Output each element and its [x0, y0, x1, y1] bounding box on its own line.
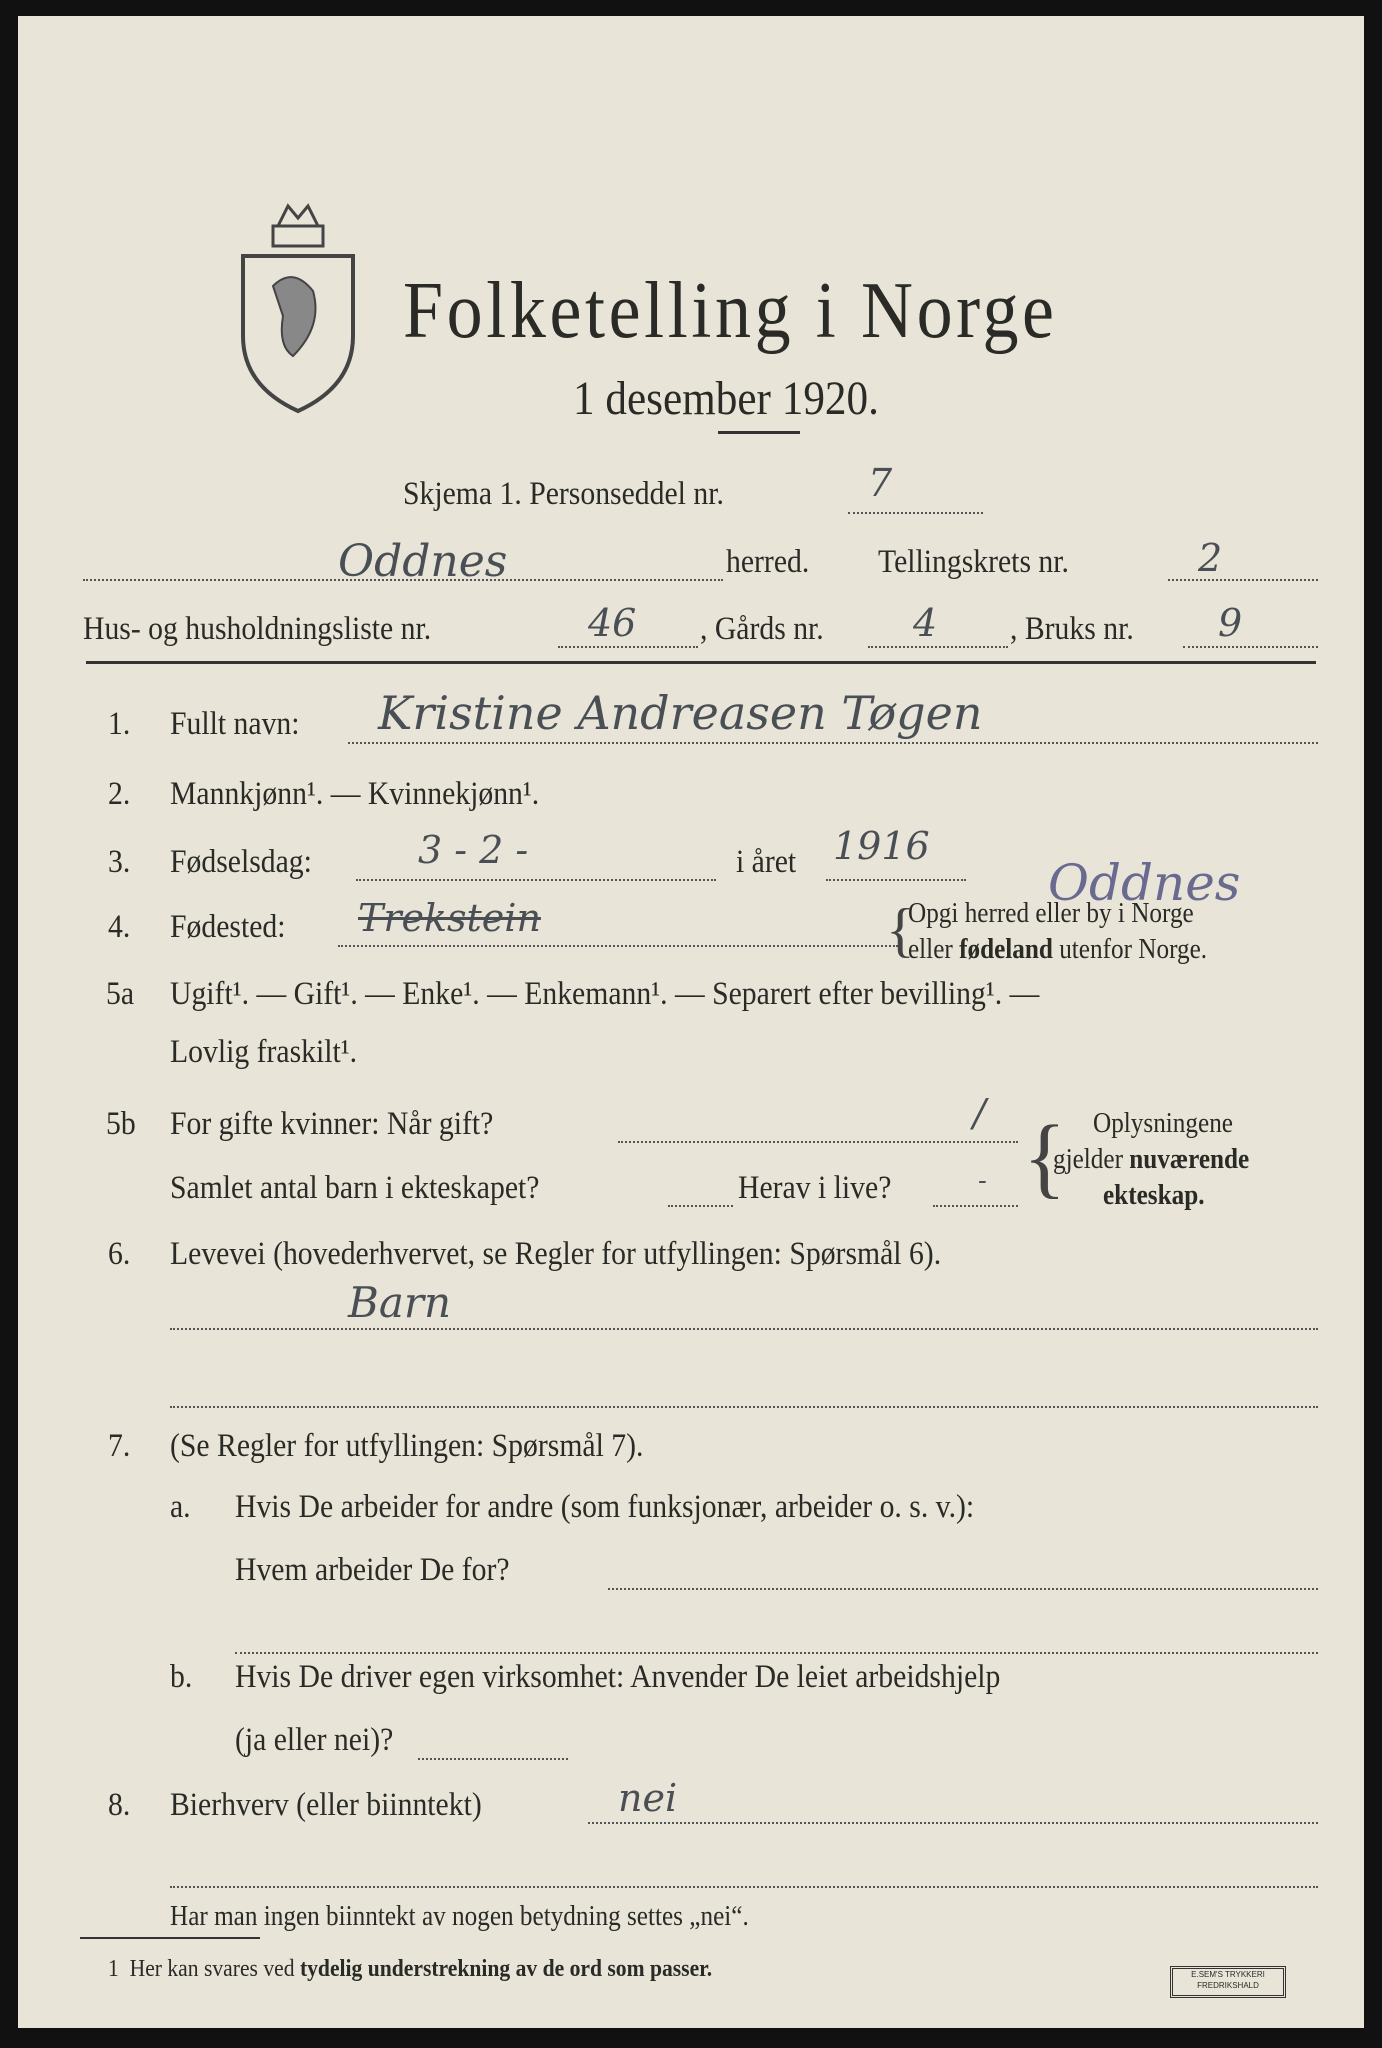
birthdate-field[interactable] [356, 879, 716, 881]
alive-field[interactable] [933, 1205, 1018, 1207]
q4-label: Fødested: [170, 909, 286, 945]
hired-help-field[interactable] [418, 1758, 568, 1760]
hired-help-label: (ja eller nei)? [235, 1722, 394, 1758]
alive-value: - [978, 1166, 987, 1196]
personseddel-field[interactable] [848, 512, 983, 514]
birthplace-correction: Oddnes [1048, 854, 1241, 912]
marriage-note-2: gjelder nuværende [1053, 1144, 1250, 1175]
q6-label: Levevei (hovederhvervet, se Regler for utfyllingen: Spørsmål 6). [170, 1236, 942, 1272]
bruks-field[interactable] [1183, 646, 1318, 648]
q1-number: 1. [108, 706, 131, 742]
husholdningsliste-label: Hus- og husholdningsliste nr. [83, 611, 432, 647]
census-date: 1 desember 1920. [573, 372, 879, 425]
coat-of-arms-icon [233, 196, 363, 416]
year-label: i året [736, 844, 797, 880]
brace: { [1023, 1108, 1067, 1207]
occupation-field[interactable] [170, 1328, 1318, 1330]
personseddel-value: 7 [868, 461, 893, 505]
marriage-note-3: ekteskap. [1103, 1180, 1205, 1211]
birthdate-value: 3 - 2 - [418, 828, 529, 872]
herred-label: herred. [726, 544, 810, 580]
census-form [18, 16, 1364, 2028]
side-income-field-2[interactable] [170, 1886, 1318, 1888]
q5b-number: 5b [106, 1106, 136, 1142]
q7b-label: Hvis De driver egen virksomhet: Anvender De leiet arbeidshjelp [235, 1659, 1001, 1695]
q8-label: Bierhverv (eller biinntekt) [170, 1787, 482, 1823]
q7a-number: a. [170, 1489, 191, 1525]
occupation-value: Barn [348, 1278, 452, 1327]
footnote: 1 Her kan svares ved tydelig understrekning av de ord som passer. [108, 1956, 713, 1982]
bruks-value: 9 [1218, 601, 1243, 645]
side-income-field[interactable] [588, 1822, 1318, 1824]
married-date-field[interactable] [618, 1141, 1018, 1143]
gards-value: 4 [913, 601, 938, 645]
q6-number: 6. [108, 1236, 131, 1272]
husholdningsliste-value: 46 [588, 601, 637, 645]
tellingskrets-label: Tellingskrets nr. [878, 544, 1069, 580]
q8-number: 8. [108, 1787, 131, 1823]
printer-stamp: E.SEM'S TRYKKERI FREDRIKSHALD [1170, 1966, 1286, 1998]
children-label: Samlet antal barn i ekteskapet? [170, 1170, 540, 1206]
birth-year-value: 1916 [833, 824, 930, 868]
birth-year-field[interactable] [826, 879, 966, 881]
q5a-label: Ugift¹. — Gift¹. — Enke¹. — Enkemann¹. — Separert efter bevilling¹. — [170, 976, 1040, 1012]
alive-label: Herav i live? [738, 1170, 892, 1206]
employer-field-2[interactable] [235, 1652, 1318, 1654]
marriage-note-1: Oplysningene [1093, 1108, 1233, 1139]
birthplace-field[interactable] [338, 945, 898, 947]
q1-label: Fullt navn: [170, 706, 300, 742]
employer-label: Hvem arbeider De for? [235, 1552, 510, 1588]
married-date-value: / [973, 1091, 986, 1135]
full-name-value: Kristine Andreasen Tøgen [378, 686, 983, 740]
gards-field[interactable] [868, 646, 1008, 648]
q7b-number: b. [170, 1659, 193, 1695]
form-title: Folketelling i Norge [403, 267, 1058, 355]
q7-number: 7. [108, 1428, 131, 1464]
birthplace-value: Trekstein [358, 896, 541, 940]
skjema-label: Skjema 1. Personseddel nr. [403, 476, 724, 512]
footnote-divider [80, 1937, 260, 1939]
q2-label: Mannkjønn¹. — Kvinnekjønn¹. [170, 776, 540, 812]
q5a-number: 5a [106, 976, 135, 1012]
q5b-label: For gifte kvinner: Når gift? [170, 1106, 494, 1142]
herred-value: Oddnes [338, 536, 508, 587]
gards-label: , Gårds nr. [700, 611, 824, 647]
section-divider [86, 661, 1316, 664]
q3-number: 3. [108, 844, 131, 880]
full-name-field[interactable] [348, 742, 1318, 744]
bruks-label: , Bruks nr. [1010, 611, 1134, 647]
q7a-label: Hvis De arbeider for andre (som funksjonær, arbeider o. s. v.): [235, 1489, 975, 1525]
divider [718, 431, 800, 434]
birthplace-note-2: eller fødeland utenfor Norge. [908, 934, 1208, 965]
side-income-note: Har man ingen biinntekt av nogen betydning settes „nei“. [170, 1901, 749, 1932]
tellingskrets-field[interactable] [1168, 579, 1318, 581]
brace: { [886, 897, 915, 963]
children-field[interactable] [668, 1205, 733, 1207]
q3-label: Fødselsdag: [170, 844, 312, 880]
side-income-value: nei [618, 1776, 678, 1820]
husholdningsliste-field[interactable] [558, 646, 698, 648]
q2-number: 2. [108, 776, 131, 812]
q5a-label-2: Lovlig fraskilt¹. [170, 1034, 358, 1070]
occupation-field-2[interactable] [170, 1406, 1318, 1408]
birthplace-note: Opgi herred eller by i Norge [908, 898, 1194, 929]
tellingskrets-value: 2 [1198, 536, 1223, 580]
employer-field[interactable] [608, 1588, 1318, 1590]
q7-label: (Se Regler for utfyllingen: Spørsmål 7). [170, 1428, 644, 1464]
q4-number: 4. [108, 909, 131, 945]
